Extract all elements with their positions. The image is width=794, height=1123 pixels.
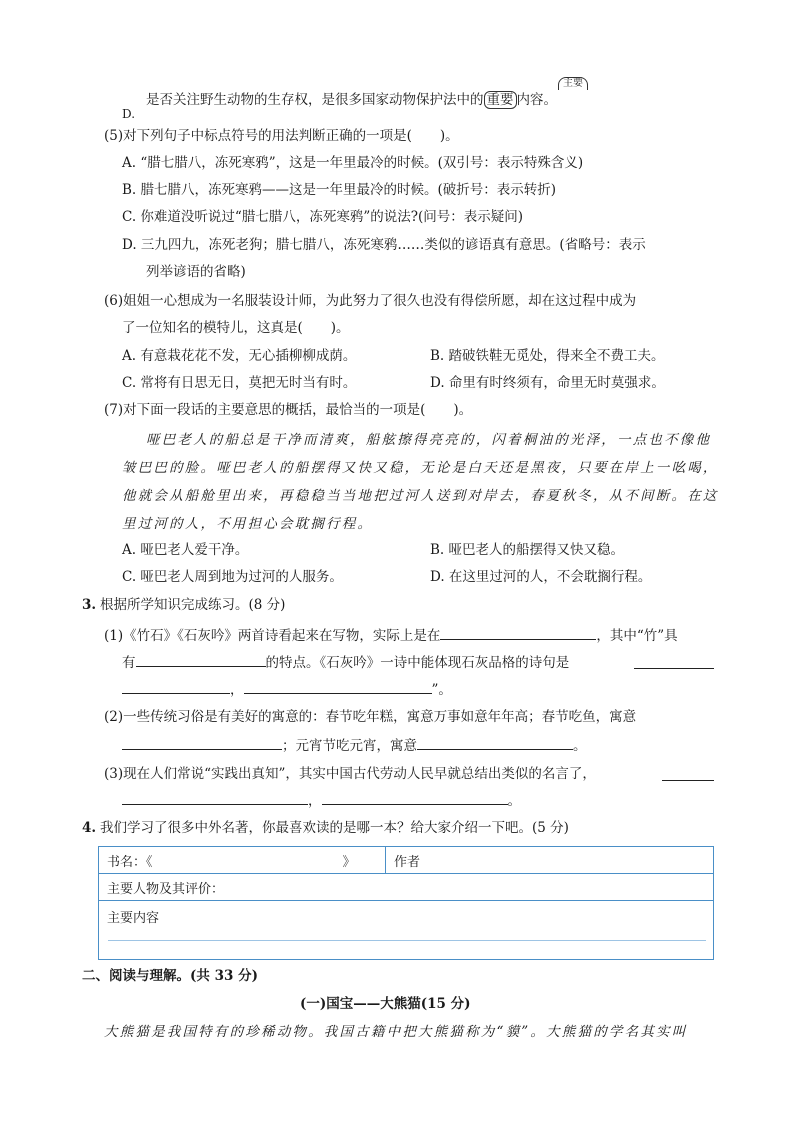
- answer-blank[interactable]: [634, 654, 714, 669]
- q6-stem-line1: (6)姐姐一心想成为一名服装设计师，为此努力了很久也没有得偿所愿，却在这过程中成为: [104, 293, 637, 309]
- answer-blank[interactable]: [122, 735, 282, 750]
- answer-blank[interactable]: [417, 735, 573, 750]
- q7-option-d: D. 在这里过河的人，不会耽搁行程。: [430, 569, 652, 585]
- q3-number: 3.: [82, 597, 97, 613]
- q3-3-period: 。: [507, 793, 521, 809]
- content-cell[interactable]: [99, 901, 714, 960]
- q7-passage-line2: 皱巴巴的脸。哑巴老人的船摆得又快又稳，无论是白天还是黑夜，只要在岸上一吆喝，: [122, 460, 719, 476]
- answer-blank[interactable]: [244, 679, 432, 694]
- q7-passage-line1: 哑巴老人的船总是干净而清爽，船舷擦得亮亮的，闪着桐油的光泽，一点也不像他: [146, 432, 712, 448]
- option-d-text-b: 内容。: [516, 92, 557, 108]
- answer-blank[interactable]: [122, 679, 230, 694]
- passage-line1: 大熊猫是我国特有的珍稀动物。我国古籍中把大熊猫称为“貘”。大熊猫的学名其实叫: [104, 1024, 688, 1040]
- q3-3-line1: (3)现在人们常说“实践出真知”，其实中国古代劳动人民早就总结出类似的名言了，: [104, 766, 596, 782]
- q5-option-b: B. 腊七腊八，冻死寒鸦——这是一年里最冷的时候。(破折号：表示转折): [122, 182, 557, 198]
- q4-number: 4.: [82, 820, 97, 836]
- q5-option-d-line1: D. 三九四九，冻死老狗；腊七腊八，冻死寒鸦……类似的谚语真有意思。(省略号：表示: [122, 237, 646, 253]
- q6-option-c: C. 常将有日思无日，莫把无时当有时。: [122, 375, 357, 391]
- passage-title: (一)国宝——大熊猫(15 分): [300, 996, 471, 1012]
- q6-option-a: A. 有意栽花花不发，无心插柳柳成荫。: [122, 348, 357, 364]
- q3-1-text-c: 有: [122, 655, 136, 671]
- q6-option-b: B. 踏破铁鞋无觅处，得来全不费工夫。: [430, 348, 665, 364]
- q3-title: 根据所学知识完成练习。(8 分): [100, 597, 286, 613]
- book-intro-table: [98, 846, 714, 960]
- book-title-label: 书名：《: [107, 854, 153, 870]
- author-cell[interactable]: [386, 847, 714, 874]
- section-heading: 二、阅读与理解。(共 33 分): [82, 968, 258, 984]
- q3-1-text-a: (1)《竹石》《石灰吟》两首诗看起来在写物，实际上是在: [104, 628, 441, 644]
- q7-passage-line4: 里过河的人，不用担心会耽搁行程。: [122, 516, 374, 532]
- q3-2-text-a: ；元宵节吃元宵，寓意: [282, 738, 417, 754]
- q3-2-period: 。: [573, 738, 587, 754]
- q3-1-line3: [122, 679, 452, 700]
- option-d-letter: D.: [122, 107, 136, 121]
- writing-line: [108, 940, 706, 941]
- q3-1-line2: [122, 652, 569, 673]
- q3-3-comma: ，: [308, 793, 322, 809]
- q7-option-c: C. 哑巴老人周到地为过河的人服务。: [122, 569, 343, 585]
- q3-1-close-quote: ”。: [431, 682, 452, 698]
- q7-option-a: A. 哑巴老人爱干净。: [122, 542, 249, 558]
- answer-blank[interactable]: [440, 625, 596, 640]
- author-label: 作者: [394, 854, 421, 870]
- boxed-word: 重要: [484, 91, 517, 109]
- q4-title: 我们学习了很多中外名著，你最喜欢读的是哪一本？给大家介绍一下吧。(5 分): [100, 820, 569, 836]
- book-title-close: 》: [342, 854, 356, 870]
- q6-stem-line2: [122, 318, 350, 338]
- answer-blank[interactable]: [662, 766, 714, 781]
- answer-blank[interactable]: [136, 652, 266, 667]
- q5-option-d-line2: 列举谚语的省略): [146, 264, 246, 280]
- content-label: 主要内容: [107, 911, 160, 926]
- book-title-cell[interactable]: [99, 847, 386, 874]
- q7-stem: [104, 400, 472, 420]
- q3-2-line2: [122, 735, 587, 756]
- correction-annotation: 主要: [558, 77, 588, 90]
- q5-option-c: C. 你难道没听说过“腊七腊八，冻死寒鸦”的说法?(问号：表示疑问): [122, 209, 524, 225]
- q6-stem-text: 了一位知名的模特儿，这真是(: [122, 320, 303, 336]
- q7-passage-line3: 他就会从船舱里出来，再稳稳当当地把过河人送到对岸去，春夏秋冬，从不间断。在这: [122, 488, 719, 504]
- q3-1-text-b: ，其中“竹”具: [596, 628, 678, 644]
- characters-label: 主要人物及其评价：: [107, 881, 225, 897]
- q6-option-d: D. 命里有时终须有，命里无时莫强求。: [430, 375, 665, 391]
- q5-stem-text: (5)对下列句子中标点符号的用法判断正确的一项是(: [104, 128, 412, 144]
- q3-2-line1: (2)一些传统习俗是有美好的寓意的：春节吃年糕，寓意万事如意年年高；春节吃鱼，寓意: [104, 709, 637, 725]
- q5-option-a: A. “腊七腊八，冻死寒鸦”，这是一年里最冷的时候。(双引号：表示特殊含义): [122, 155, 584, 171]
- q3-1-text-d: 的特点。《石灰吟》一诗中能体现石灰品格的诗句是: [265, 655, 570, 671]
- characters-cell[interactable]: [99, 874, 714, 901]
- answer-blank[interactable]: [122, 790, 308, 805]
- q5-stem-end: )。: [439, 128, 459, 144]
- q7-stem-end: )。: [453, 402, 473, 418]
- option-d-text-a: 是否关注野生动物的生存权，是很多国家动物保护法中的: [146, 92, 484, 108]
- q5-stem: [104, 126, 459, 146]
- q7-option-b: B. 哑巴老人的船摆得又快又稳。: [430, 542, 625, 558]
- q3-1-comma: ，: [230, 682, 244, 698]
- q3-3-line2: [122, 790, 521, 811]
- option-d-text: [146, 90, 557, 110]
- q6-stem-end: )。: [330, 320, 350, 336]
- q7-stem-text: (7)对下面一段话的主要意思的概括，最恰当的一项是(: [104, 402, 426, 418]
- answer-blank[interactable]: [322, 790, 508, 805]
- q3-1-line1: [104, 625, 678, 646]
